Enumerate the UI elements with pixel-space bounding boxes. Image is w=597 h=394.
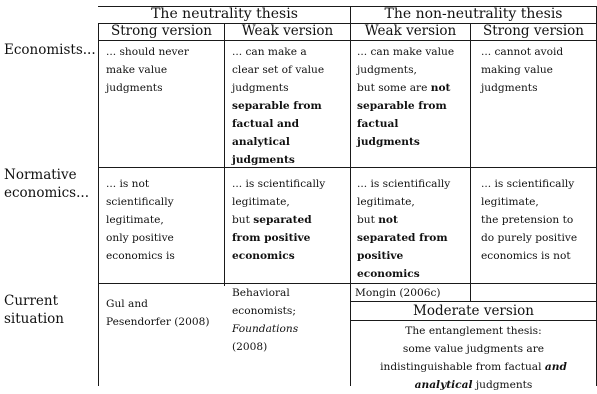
rule-moderate-title-bottom [351,320,597,321]
normative-weak-nonneutral: ... is scientifically legitimate, but not separated from positive economics [357,178,451,280]
subheader-weak-neutral: Weak version [241,23,334,39]
rule-col-left [98,23,99,386]
current-strong-neutral: Gul and Pesendorfer (2008) [106,298,210,328]
moderate-version-title: Moderate version [413,303,534,319]
rule-col-4 [470,23,471,301]
rule-subheader [98,40,597,41]
economists-strong-nonneutral: ... cannot avoid making value judgments [481,46,564,94]
economists-weak-neutral: ... can make a clear set of value judgments separable from factual and analytical judgments [232,46,325,166]
subheader-strong-nonneutral: Strong version [482,23,585,39]
economists-strong-neutral: ... should never make value judgments [106,46,189,94]
subheader-strong-neutral: Strong version [110,23,213,39]
group-header-neutrality: The neutrality thesis [151,6,298,22]
row-label-normative: Normative economics... [4,167,89,201]
subheader-weak-nonneutral: Weak version [364,23,457,39]
current-weak-neutral: Behavioral economists; Foundations (2008) [232,287,299,353]
row-label-current: Current situation [4,293,64,327]
rule-col-2 [224,23,225,286]
normative-weak-neutral: ... is scientifically legitimate, but separated from positive economics [232,178,326,262]
normative-strong-nonneutral: ... is scientifically legitimate, the pretension to do purely positive economics is not [481,178,578,262]
group-header-non-neutrality: The non-neutrality thesis [384,6,563,22]
normative-strong-neutral: ... is not scientifically legitimate, only positive economics is [106,178,175,262]
economists-weak-nonneutral: ... can make value judgments, but some are not separable from factual judgments [357,46,455,148]
current-weak-nonneutral: Mongin (2006c) [355,287,441,299]
row-label-economists: Economists... [4,42,96,58]
moderate-version-body: The entanglement thesis: some value judgments are indistinguishable from factual and analytical judgments [380,325,567,391]
